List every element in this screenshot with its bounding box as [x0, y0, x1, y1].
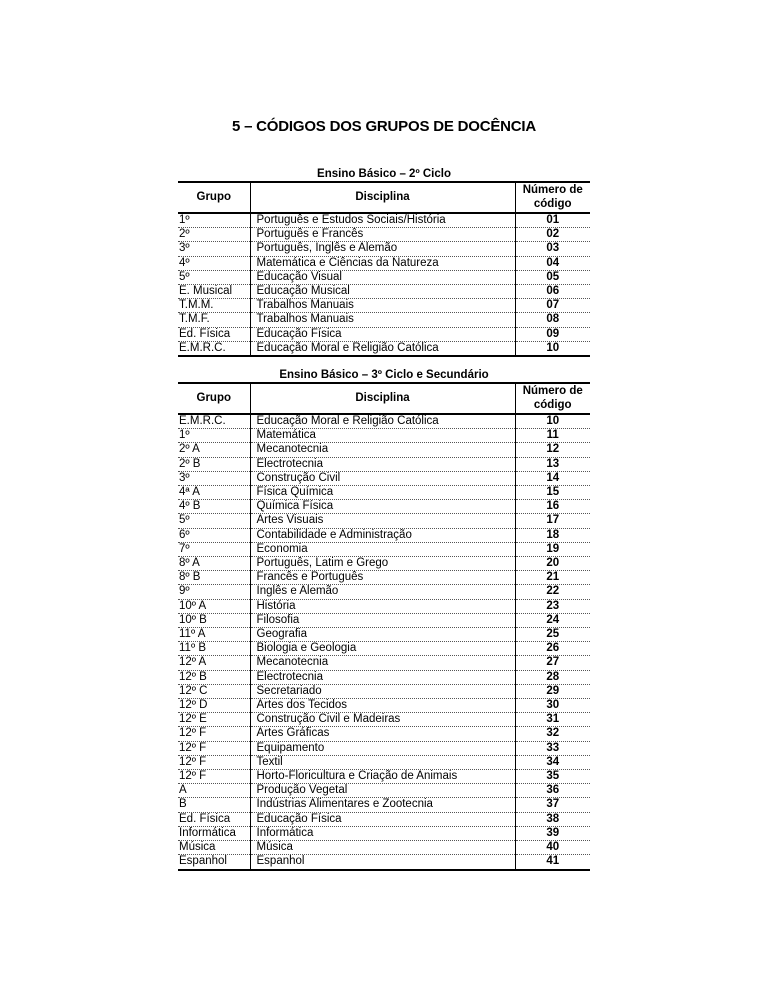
table-header-row	[178, 182, 590, 213]
codigo-cell: 37	[515, 798, 590, 812]
disciplina-cell: Educação Física	[250, 812, 515, 826]
table-row	[178, 542, 590, 556]
table-row	[178, 285, 590, 299]
table-row	[178, 741, 590, 755]
table-row	[178, 670, 590, 684]
grupo-cell: 9º	[178, 585, 250, 599]
grupo-cell: Ed. Física	[178, 327, 250, 341]
disciplina-cell: Português, Inglês e Alemão	[250, 242, 515, 256]
codigo-cell: 08	[515, 313, 590, 327]
table-row	[178, 429, 590, 443]
table-row	[178, 571, 590, 585]
codigo-cell: 15	[515, 486, 590, 500]
disciplina-cell: Informática	[250, 826, 515, 840]
disciplina-cell: Matemática	[250, 429, 515, 443]
table-row	[178, 228, 590, 242]
table-row	[178, 684, 590, 698]
table-row	[178, 500, 590, 514]
codigo-cell: 10	[515, 341, 590, 356]
grupo-cell: 12º F	[178, 741, 250, 755]
grupo-cell: 12º E	[178, 713, 250, 727]
disciplina-cell: Matemática e Ciências da Natureza	[250, 256, 515, 270]
table-row	[178, 599, 590, 613]
table-row	[178, 699, 590, 713]
table-row	[178, 341, 590, 356]
grupo-cell: 3º	[178, 471, 250, 485]
section-title-2-ciclo: Ensino Básico – 2º Ciclo	[317, 168, 451, 180]
codigo-cell: 10	[515, 414, 590, 429]
table-row	[178, 213, 590, 228]
disciplina-cell: Construção Civil e Madeiras	[250, 713, 515, 727]
table-row	[178, 270, 590, 284]
table-row	[178, 656, 590, 670]
table-row	[178, 812, 590, 826]
grupo-cell: 2º B	[178, 457, 250, 471]
grupo-cell: T.M.M.	[178, 299, 250, 313]
grupo-cell: E.M.R.C.	[178, 414, 250, 429]
table-row	[178, 642, 590, 656]
codigo-cell: 06	[515, 285, 590, 299]
table-body-3-ciclo-secundario	[178, 414, 590, 870]
codigo-cell: 07	[515, 299, 590, 313]
disciplina-cell: Contabilidade e Administração	[250, 528, 515, 542]
table-row	[178, 841, 590, 855]
table-row	[178, 613, 590, 627]
codigo-cell: 30	[515, 699, 590, 713]
grupo-cell: 12º C	[178, 684, 250, 698]
grupo-cell: 10º B	[178, 613, 250, 627]
table-row	[178, 327, 590, 341]
codigo-cell: 19	[515, 542, 590, 556]
disciplina-cell: Educação Moral e Religião Católica	[250, 341, 515, 356]
table-row	[178, 256, 590, 270]
grupo-cell: 4ª A	[178, 486, 250, 500]
table-row	[178, 242, 590, 256]
table-row	[178, 557, 590, 571]
codigo-cell: 02	[515, 228, 590, 242]
codigo-cell: 18	[515, 528, 590, 542]
grupo-cell: 1º	[178, 429, 250, 443]
codigo-cell: 31	[515, 713, 590, 727]
table-3-ciclo-secundario	[178, 382, 590, 871]
grupo-cell: A	[178, 784, 250, 798]
codigo-cell: 41	[515, 855, 590, 870]
header-grupo: Grupo	[178, 383, 250, 414]
disciplina-cell: Francês e Português	[250, 571, 515, 585]
grupo-cell: Informática	[178, 826, 250, 840]
grupo-cell: Espanhol	[178, 855, 250, 870]
grupo-cell: B	[178, 798, 250, 812]
codigo-cell: 03	[515, 242, 590, 256]
disciplina-cell: Secretariado	[250, 684, 515, 698]
table-row	[178, 826, 590, 840]
disciplina-cell: Artes Gráficas	[250, 727, 515, 741]
disciplina-cell: Electrotecnia	[250, 457, 515, 471]
codigo-cell: 38	[515, 812, 590, 826]
grupo-cell: 8º A	[178, 557, 250, 571]
codigo-cell: 28	[515, 670, 590, 684]
grupo-cell: 8º B	[178, 571, 250, 585]
table-row	[178, 755, 590, 769]
table-row	[178, 770, 590, 784]
grupo-cell: E.M.R.C.	[178, 341, 250, 356]
codigo-cell: 39	[515, 826, 590, 840]
header-codigo: Número de código	[515, 383, 590, 414]
grupo-cell: 5º	[178, 270, 250, 284]
header-grupo: Grupo	[178, 182, 250, 213]
disciplina-cell: História	[250, 599, 515, 613]
disciplina-cell: Inglês e Alemão	[250, 585, 515, 599]
table-row	[178, 313, 590, 327]
grupo-cell: 6º	[178, 528, 250, 542]
disciplina-cell: Textil	[250, 755, 515, 769]
table-row	[178, 528, 590, 542]
codigo-cell: 20	[515, 557, 590, 571]
grupo-cell: 4º	[178, 256, 250, 270]
grupo-cell: 3º	[178, 242, 250, 256]
codigo-cell: 26	[515, 642, 590, 656]
table-row	[178, 514, 590, 528]
table-body-2-ciclo	[178, 213, 590, 356]
disciplina-cell: Electrotecnia	[250, 670, 515, 684]
table-row	[178, 414, 590, 429]
codigo-cell: 09	[515, 327, 590, 341]
disciplina-cell: Artes dos Tecidos	[250, 699, 515, 713]
disciplina-cell: Biologia e Geologia	[250, 642, 515, 656]
codigo-cell: 04	[515, 256, 590, 270]
table-row	[178, 443, 590, 457]
disciplina-cell: Horto-Floricultura e Criação de Animais	[250, 770, 515, 784]
grupo-cell: 12º F	[178, 727, 250, 741]
table-row	[178, 727, 590, 741]
grupo-cell: 4º B	[178, 500, 250, 514]
disciplina-cell: Mecanotecnia	[250, 443, 515, 457]
grupo-cell: Música	[178, 841, 250, 855]
grupo-cell: 12º F	[178, 770, 250, 784]
table-row	[178, 784, 590, 798]
table-row	[178, 798, 590, 812]
codigo-cell: 05	[515, 270, 590, 284]
codigo-cell: 29	[515, 684, 590, 698]
grupo-cell: 12º D	[178, 699, 250, 713]
disciplina-cell: Espanhol	[250, 855, 515, 870]
grupo-cell: T.M.F.	[178, 313, 250, 327]
disciplina-cell: Geografia	[250, 628, 515, 642]
disciplina-cell: Construção Civil	[250, 471, 515, 485]
disciplina-cell: Indústrias Alimentares e Zootecnia	[250, 798, 515, 812]
grupo-cell: 10º A	[178, 599, 250, 613]
disciplina-cell: Física Química	[250, 486, 515, 500]
codigo-cell: 01	[515, 213, 590, 228]
codigo-cell: 27	[515, 656, 590, 670]
disciplina-cell: Português e Estudos Sociais/História	[250, 213, 515, 228]
disciplina-cell: Química Física	[250, 500, 515, 514]
codigo-cell: 22	[515, 585, 590, 599]
grupo-cell: E. Musical	[178, 285, 250, 299]
codigo-cell: 32	[515, 727, 590, 741]
disciplina-cell: Português, Latim e Grego	[250, 557, 515, 571]
table-header-row	[178, 383, 590, 414]
grupo-cell: 5º	[178, 514, 250, 528]
codigo-cell: 16	[515, 500, 590, 514]
disciplina-cell: Educação Moral e Religião Católica	[250, 414, 515, 429]
grupo-cell: 12º A	[178, 656, 250, 670]
codigo-cell: 35	[515, 770, 590, 784]
disciplina-cell: Mecanotecnia	[250, 656, 515, 670]
disciplina-cell: Educação Musical	[250, 285, 515, 299]
codigo-cell: 33	[515, 741, 590, 755]
page-title: 5 – CÓDIGOS DOS GRUPOS DE DOCÊNCIA	[231, 118, 537, 135]
table-row	[178, 585, 590, 599]
disciplina-cell: Filosofia	[250, 613, 515, 627]
grupo-cell: Ed. Física	[178, 812, 250, 826]
codigo-cell: 13	[515, 457, 590, 471]
grupo-cell: 2º	[178, 228, 250, 242]
disciplina-cell: Economia	[250, 542, 515, 556]
table-row	[178, 457, 590, 471]
codigo-cell: 21	[515, 571, 590, 585]
codigo-cell: 23	[515, 599, 590, 613]
codigo-cell: 24	[515, 613, 590, 627]
grupo-cell: 1º	[178, 213, 250, 228]
disciplina-cell: Produção Vegetal	[250, 784, 515, 798]
codigo-cell: 25	[515, 628, 590, 642]
codigo-cell: 12	[515, 443, 590, 457]
disciplina-cell: Artes Visuais	[250, 514, 515, 528]
grupo-cell: 12º B	[178, 670, 250, 684]
disciplina-cell: Trabalhos Manuais	[250, 313, 515, 327]
codigo-cell: 34	[515, 755, 590, 769]
disciplina-cell: Educação Física	[250, 327, 515, 341]
section-title-3-ciclo-secundario: Ensino Básico – 3º Ciclo e Secundário	[279, 369, 489, 381]
grupo-cell: 12º F	[178, 755, 250, 769]
table-row	[178, 855, 590, 870]
disciplina-cell: Equipamento	[250, 741, 515, 755]
header-disciplina: Disciplina	[250, 383, 515, 414]
table-2-ciclo	[178, 181, 590, 357]
table-row	[178, 471, 590, 485]
table-row	[178, 628, 590, 642]
codigo-cell: 14	[515, 471, 590, 485]
table-row	[178, 713, 590, 727]
codigo-cell: 17	[515, 514, 590, 528]
codigo-cell: 11	[515, 429, 590, 443]
disciplina-cell: Música	[250, 841, 515, 855]
codigo-cell: 40	[515, 841, 590, 855]
table-row	[178, 486, 590, 500]
grupo-cell: 11º B	[178, 642, 250, 656]
grupo-cell: 11º A	[178, 628, 250, 642]
disciplina-cell: Educação Visual	[250, 270, 515, 284]
header-disciplina: Disciplina	[250, 182, 515, 213]
disciplina-cell: Português e Francês	[250, 228, 515, 242]
grupo-cell: 7º	[178, 542, 250, 556]
grupo-cell: 2º A	[178, 443, 250, 457]
codigo-cell: 36	[515, 784, 590, 798]
table-row	[178, 299, 590, 313]
disciplina-cell: Trabalhos Manuais	[250, 299, 515, 313]
header-codigo: Número de código	[515, 182, 590, 213]
